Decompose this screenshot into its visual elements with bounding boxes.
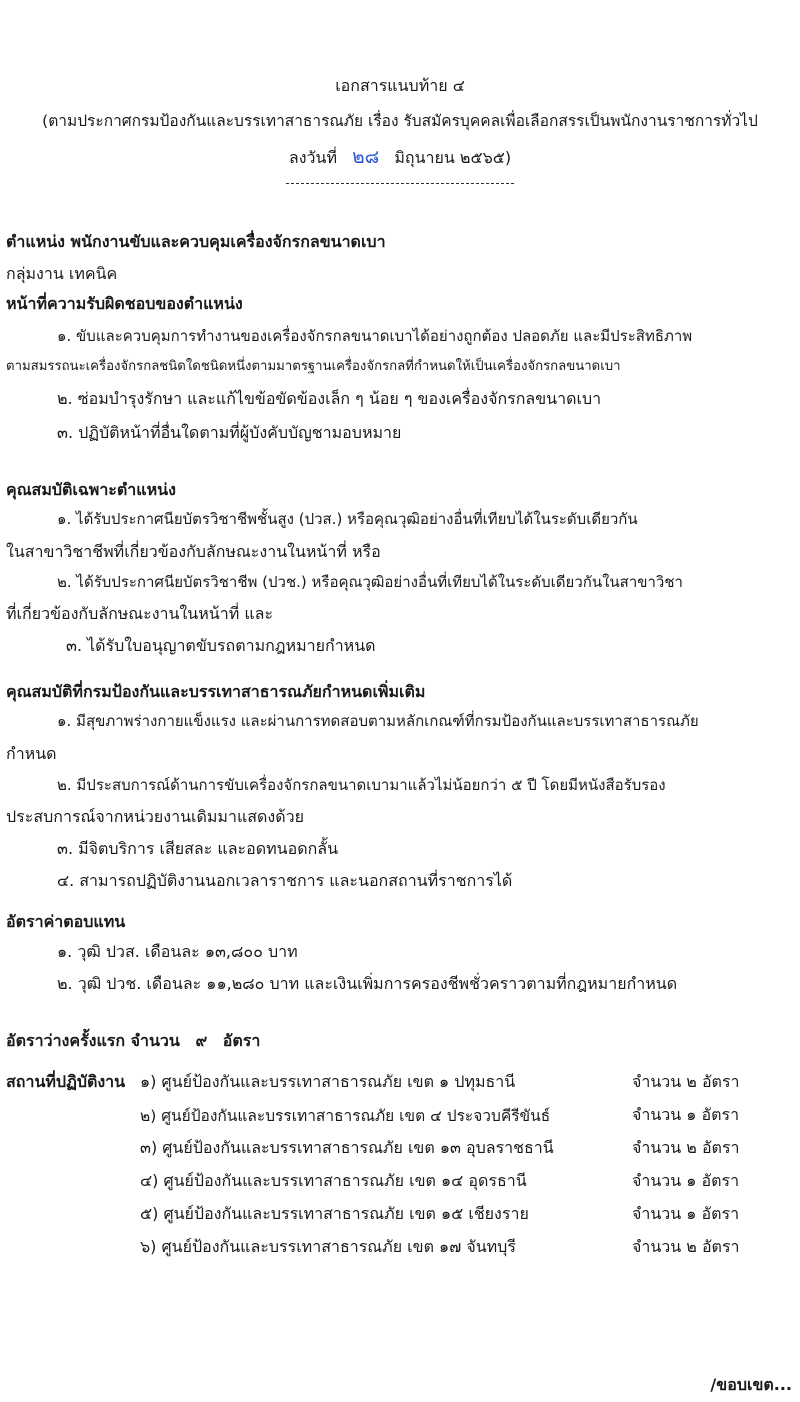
compensation-item-1: ๑. วุฒิ ปวส. เดือนละ ๑๓,๘๐๐ บาท xyxy=(57,942,298,961)
qualification-item-1-line-2: ในสาขาวิชาชีพที่เกี่ยวข้องกับลักษณะงานในหน้าที่ หรือ xyxy=(6,542,381,561)
duty-item-3: ๓. ปฏิบัติหน้าที่อื่นใดตามที่ผู้บังคับบัญชามอบหมาย xyxy=(57,423,402,442)
qualification-item-2-line-2: ที่เกี่ยวข้องกับลักษณะงานในหน้าที่ และ xyxy=(6,604,274,623)
separator-line xyxy=(286,183,514,184)
additional-item-1-line-2: กำหนด xyxy=(6,744,57,763)
location-amount: จำนวน ๒ อัตรา xyxy=(632,1138,740,1157)
location-amount: จำนวน ๑ อัตรา xyxy=(632,1105,740,1124)
compensation-heading: อัตราค่าตอบแทน xyxy=(6,912,126,931)
location-name: ๔) ศูนย์ป้องกันและบรรเทาสาธารณภัย เขต ๑๔ อุดรธานี xyxy=(140,1171,527,1190)
location-amount: จำนวน ๑ อัตรา xyxy=(632,1171,740,1190)
location-name: ๒) ศูนย์ป้องกันและบรรเทาสาธารณภัย เขต ๔ ประจวบคีรีขันธ์ xyxy=(140,1107,551,1125)
location-amount: จำนวน ๒ อัตรา xyxy=(632,1072,740,1091)
location-name: ๑) ศูนย์ป้องกันและบรรเทาสาธารณภัย เขต ๑ ปทุมธานี xyxy=(140,1072,516,1091)
date-rest: มิถุนายน ๒๕๖๕) xyxy=(394,148,512,167)
additional-item-4: ๔. สามารถปฏิบัติงานนอกเวลาราชการ และนอกสถานที่ราชการได้ xyxy=(57,871,513,890)
qualification-item-2-line-1: ๒. ได้รับประกาศนียบัตรวิชาชีพ (ปวช.) หรือคุณวุฒิอย่างอื่นที่เทียบได้ในระดับเดียวกันในสาขาวิชา xyxy=(57,573,683,591)
qualification-item-3: ๓. ได้รับใบอนุญาตขับรถตามกฎหมายกำหนด xyxy=(66,636,376,655)
work-group: กลุ่มงาน เทคนิค xyxy=(6,264,118,283)
vacancies-heading xyxy=(6,1029,260,1054)
date-prefix: ลงวันที่ xyxy=(288,148,337,167)
vacancies-heading-prefix: อัตราว่างครั้งแรก จำนวน xyxy=(6,1031,180,1050)
position-title: ตำแหน่ง พนักงานขับและควบคุมเครื่องจักรกลขนาดเบา xyxy=(6,232,386,251)
continuation-note: /ขอบเขต... xyxy=(710,1375,792,1394)
location-name: ๖) ศูนย์ป้องกันและบรรเทาสาธารณภัย เขต ๑๗ จันทบุรี xyxy=(140,1237,516,1256)
duty-item-2: ๒. ซ่อมบำรุงรักษา และแก้ไขข้อขัดข้องเล็ก ๆ น้อย ๆ ของเครื่องจักรกลขนาดเบา xyxy=(57,389,602,408)
document-title: เอกสารแนบท้าย ๔ xyxy=(335,76,465,95)
additional-item-2-line-1: ๒. มีประสบการณ์ด้านการขับเครื่องจักรกลขนาดเบามาแล้วไม่น้อยกว่า ๕ ปี โดยมีหนังสือรับรอง xyxy=(57,776,666,794)
announcement-date xyxy=(0,142,800,172)
qualifications-heading: คุณสมบัติเฉพาะตำแหน่ง xyxy=(6,480,176,499)
compensation-item-2: ๒. วุฒิ ปวช. เดือนละ ๑๑,๒๘๐ บาท และเงินเพิ่มการครองชีพชั่วคราวตามที่กฎหมายกำหนด xyxy=(57,974,678,993)
location-name: ๕) ศูนย์ป้องกันและบรรเทาสาธารณภัย เขต ๑๕ เชียงราย xyxy=(140,1204,529,1223)
duty-item-1-line-1: ๑. ขับและควบคุมการทำงานของเครื่องจักรกลขนาดเบาได้อย่างถูกต้อง ปลอดภัย และมีประสิทธิภาพ xyxy=(57,327,693,345)
additional-item-1-line-1: ๑. มีสุขภาพร่างกายแข็งแรง และผ่านการทดสอบตามหลักเกณฑ์ที่กรมป้องกันและบรรเทาสาธารณภัย xyxy=(57,712,699,730)
vacancies-unit: อัตรา xyxy=(222,1031,261,1050)
duties-heading: หน้าที่ความรับผิดชอบของตำแหน่ง xyxy=(6,294,243,313)
location-name: ๓) ศูนย์ป้องกันและบรรเทาสาธารณภัย เขต ๑๓ อุบลราชธานี xyxy=(140,1138,554,1157)
announcement-reference: (ตามประกาศกรมป้องกันและบรรเทาสาธารณภัย เรื่อง รับสมัครบุคคลเพื่อเลือกสรรเป็นพนักงานราชการทั่วไป xyxy=(42,112,758,130)
work-location-label: สถานที่ปฏิบัติงาน xyxy=(6,1072,126,1091)
duty-item-1-line-2: ตามสมรรถนะเครื่องจักรกลชนิดใดชนิดหนึ่งตามมาตรฐานเครื่องจักรกลที่กำหนดให้เป็นเครื่องจักรกลขนาดเบา xyxy=(6,359,621,374)
location-amount: จำนวน ๑ อัตรา xyxy=(632,1204,740,1223)
vacancies-count: ๙ xyxy=(195,1031,208,1050)
additional-item-3: ๓. มีจิตบริการ เสียสละ และอดทนอดกลั้น xyxy=(57,839,339,858)
location-amount: จำนวน ๒ อัตรา xyxy=(632,1237,740,1256)
additional-qualifications-heading: คุณสมบัติที่กรมป้องกันและบรรเทาสาธารณภัยกำหนดเพิ่มเติม xyxy=(6,682,426,701)
additional-item-2-line-2: ประสบการณ์จากหน่วยงานเดิมมาแสดงด้วย xyxy=(6,807,304,826)
date-day: ๒๘ xyxy=(352,146,380,168)
qualification-item-1-line-1: ๑. ได้รับประกาศนียบัตรวิชาชีพชั้นสูง (ปวส.) หรือคุณวุฒิอย่างอื่นที่เทียบได้ในระดับเดียวกัน xyxy=(57,510,638,528)
